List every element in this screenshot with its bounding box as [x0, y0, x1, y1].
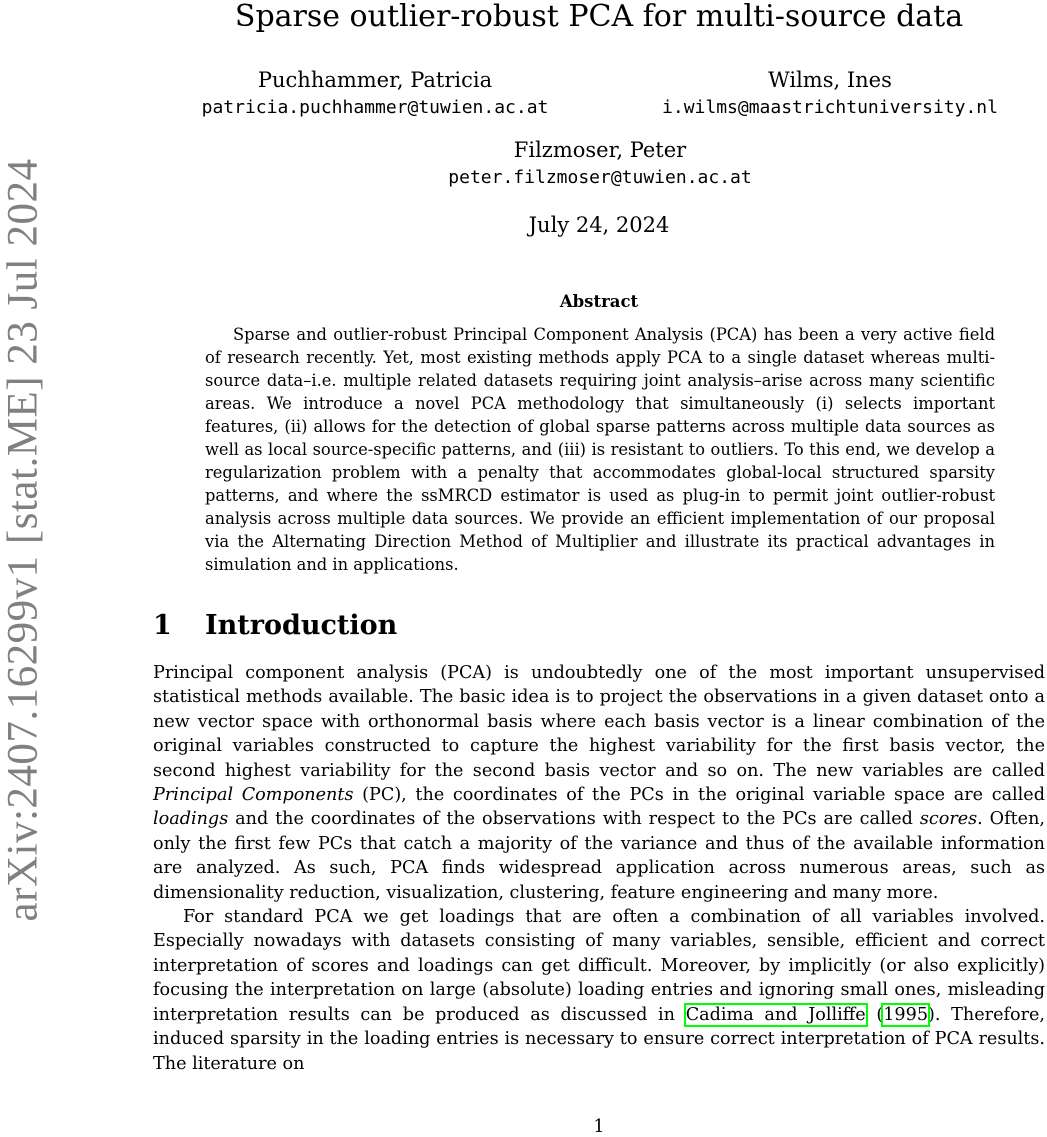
- text-run: and the coordinates of the observations with respect to the PCs are called: [228, 809, 920, 830]
- paper-title: Sparse outlier-robust PCA for multi-source data: [234, 0, 964, 34]
- paragraph: [153, 905, 1045, 1076]
- author-email[interactable]: peter.filzmoser@tuwien.ac.at: [448, 167, 752, 188]
- author-name: Filzmoser, Peter: [513, 138, 687, 162]
- text-run: ): [928, 1004, 935, 1025]
- publication-date: July 24, 2024: [528, 213, 670, 237]
- citation-link-year[interactable]: 1995: [883, 1004, 929, 1025]
- section-title: Introduction: [205, 610, 398, 641]
- author-block: [385, 136, 815, 192]
- author-email[interactable]: patricia.puchhammer@tuwien.ac.at: [201, 97, 549, 118]
- paragraph: [153, 661, 1045, 905]
- section-heading: [153, 610, 397, 641]
- introduction-body: [153, 661, 1045, 1076]
- author-name: Wilms, Ines: [768, 68, 892, 92]
- section-number: 1: [153, 610, 172, 641]
- abstract-heading: Abstract: [559, 292, 639, 311]
- page-number: 1: [593, 1117, 605, 1137]
- text-run: Principal component analysis (PCA) is undoubtedly one of the most important unsupervised statistical methods available. The basic idea is to project the observations in a given dataset onto a new vector space with orthonormal basis where each basis vector is a linear combination of the original variables constructed to capture the highest variability for the first basis vector, the second highest variability for the second basis vector and so on. The new variables are called: [153, 663, 1045, 781]
- term-scores: scores: [919, 809, 978, 830]
- text-run: . Often, only the first few PCs that catch a majority of the variance and thus of the available information are analyzed. As such, PCA finds widespread application across numerous areas, such as dimensionality reduction, visualization, clustering, feature engineering and many more.: [153, 809, 1045, 903]
- arxiv-identifier-stamp: arXiv:2407.16299v1 [stat.ME] 23 Jul 2024: [0, 158, 47, 922]
- term-principal-components: Principal Components: [153, 785, 354, 806]
- author-block: [615, 66, 1045, 122]
- text-run: For standard PCA we get loadings that are often a combination of all variables involved. Especially nowadays with datasets consisting of many variables, sensible, efficient and correct interpretation of scores and loadings can get difficult. Moreover, by implicitly (or also explicitly) focusing the interpretation on large (absolute) loading entries and ignoring small ones, misleading interpretation results can be produced as discussed in: [153, 907, 1045, 1025]
- abstract-text: Sparse and outlier-robust Principal Component Analysis (PCA) has been a very active field of research recently. Yet, most existing methods apply PCA to a single dataset whereas multi-source data–i.e. multiple related datasets requiring joint analysis–arise across many scientific areas. We introduce a novel PCA methodology that simultaneously (i) selects important features, (ii) allows for the detection of global sparse patterns across multiple data sources as well as local source-specific patterns, and (iii) is resistant to outliers. To this end, we develop a regularization problem with a penalty that accommodates global-local structured sparsity patterns, and where the ssMRCD estimator is used as plug-in to permit joint outlier-robust analysis across multiple data sources. We provide an efficient implementation of our proposal via the Alternating Direction Method of Multiplier and illustrate its practical advantages in simulation and in applications.: [205, 325, 995, 574]
- author-email[interactable]: i.wilms@maastrichtuniversity.nl: [662, 97, 998, 118]
- citation-link-authors[interactable]: Cadima and Jolliffe: [685, 1004, 866, 1025]
- author-block: [160, 66, 590, 122]
- text-run: (PC), the coordinates of the PCs in the original variable space are called: [353, 785, 1045, 806]
- text-run: . Therefore, induced sparsity in the loading entries is necessary to ensure correct interpretation of PCA results. The literature on: [153, 1004, 1046, 1074]
- text-run: (: [865, 1004, 884, 1025]
- term-loadings: loadings: [153, 809, 229, 830]
- author-name: Puchhammer, Patricia: [257, 68, 493, 92]
